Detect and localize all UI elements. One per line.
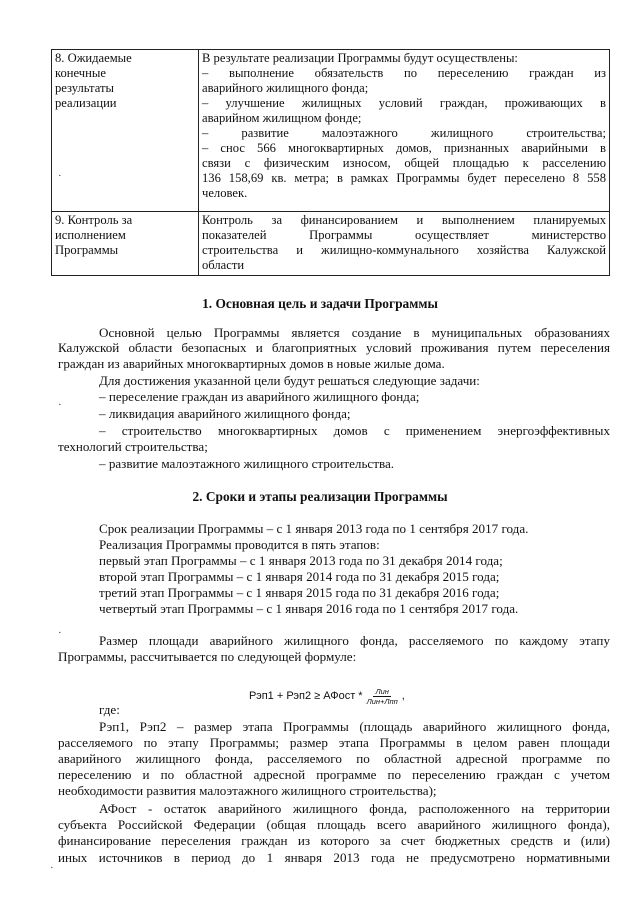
paragraph-line: расселяемого по этапу Программы; размер этапа Программы в целом равен площади (58, 735, 610, 750)
list-item: – развитие малоэтажного жилищного строительства. (99, 456, 395, 471)
where-label: где: (99, 702, 120, 717)
table-row-8 (52, 50, 610, 212)
paragraph-line: Основной целью Программы является создание в муниципальных образованиях (99, 325, 610, 340)
scan-speck: · (58, 399, 62, 411)
paragraph-line: Срок реализации Программы – с 1 января 2013 года по 1 сентября 2017 года. (99, 521, 529, 536)
list-item: – ликвидация аварийного жилищного фонда; (99, 406, 351, 421)
row-8-label-line: конечные (55, 66, 106, 80)
formula-left: Рэп1 + Рэп2 ≥ АФост * (249, 690, 363, 702)
stage-line: второй этап Программы – с 1 января 2014 года по 31 декабря 2015 года; (99, 569, 500, 584)
paragraph-line: аварийного жилищного фонда, расселяемого по областной адресной программе по (58, 751, 610, 766)
paragraph-line: финансирование переселения граждан из которого за счет бюджетных средств и (или) (58, 833, 610, 848)
row-8-line: – снос 566 многоквартирных домов, признанных аварийными в (202, 141, 606, 155)
scan-speck: · (58, 627, 62, 639)
paragraph-line: Размер площади аварийного жилищного фонда, расселяемого по каждому этапу (99, 633, 610, 648)
row-9-label-line: Программы (55, 243, 119, 257)
scan-speck: · (58, 170, 62, 182)
section-1-heading: 1. Основная цель и задачи Программы (202, 296, 438, 311)
row-9-label-line: исполнением (55, 228, 126, 242)
stage-line: третий этап Программы – с 1 января 2015 года по 31 декабря 2016 года; (99, 585, 500, 600)
row-8-line: связи с физическим износом, общей площадью к расселению (202, 156, 606, 170)
summary-table (51, 49, 610, 276)
row-8-line: – улучшение жилищных условий граждан, проживающих в (202, 96, 606, 110)
row-8-line: аварийного жилищного фонда; (202, 81, 369, 95)
formula (249, 683, 405, 709)
section-2-heading: 2. Сроки и этапы реализации Программы (192, 489, 448, 504)
formula-tail: , (401, 690, 405, 702)
paragraph-line: Калужской области безопасных и благоприятных условий проживания путем переселения (58, 340, 610, 355)
paragraph-line: Программы, рассчитывается по следующей формуле: (58, 649, 357, 664)
list-item: – переселение граждан из аварийного жилищного фонда; (99, 389, 420, 404)
table-row-9 (52, 212, 610, 276)
paragraph-line: Рэп1, Рэп2 – размер этапа Программы (площадь аварийного жилищного фонда, (99, 719, 610, 734)
row-9-line: Контроль за финансированием и выполнением планируемых (202, 213, 606, 227)
row-9-line: области (202, 258, 245, 272)
row-9-label-line: 9. Контроль за (55, 213, 133, 227)
paragraph-line: субъекта Российской Федерации (общая площадь всего аварийного жилищного фонда), (58, 817, 610, 832)
paragraph-line: иных источников в период до 1 января 2013 года не предусмотрено нормативными (58, 850, 610, 865)
stage-line: первый этап Программы – с 1 января 2013 года по 31 декабря 2014 года; (99, 553, 503, 568)
list-item: – строительство многоквартирных домов с применением энергоэффективных (99, 423, 610, 438)
paragraph-line: граждан из аварийных многоквартирных домов в новые жилые дома. (58, 356, 445, 371)
formula-denominator: Лин+Лпп (366, 696, 398, 706)
row-8-line: – развитие малоэтажного жилищного строительства; (202, 126, 606, 140)
row-8-label-line: результаты (55, 81, 114, 95)
row-8-label-line: реализации (55, 96, 117, 110)
row-9-content (199, 212, 610, 276)
row-9-line: показателей Программы осуществляет министерство (202, 228, 606, 242)
row-8-line: 136 158,69 кв. метра; в рамках Программы будет переселено 8 558 (202, 171, 606, 185)
row-8-content (199, 50, 610, 212)
paragraph-line: Для достижения указанной цели будут решаться следующие задачи: (99, 373, 480, 388)
row-8-line: аварийном жилищном фонде; (202, 111, 362, 125)
row-8-line: – выполнение обязательств по переселению граждан из (202, 66, 606, 80)
row-9-line: строительства и жилищно-коммунального хозяйства Калужской (202, 243, 606, 257)
row-8-label-line: 8. Ожидаемые (55, 51, 132, 65)
formula-fraction (365, 687, 400, 706)
formula-numerator: Лин (375, 686, 389, 696)
stage-line: четвертый этап Программы – с 1 января 2016 года по 1 сентября 2017 года. (99, 601, 519, 616)
paragraph-line: переселению и по областной адресной программе по переселению граждан с учетом (58, 767, 610, 782)
row-9-label (52, 212, 199, 276)
row-8-line: человек. (202, 186, 248, 200)
scan-speck: · (50, 862, 54, 874)
row-8-label (52, 50, 199, 212)
paragraph-line: необходимости развития малоэтажного жилищного строительства); (58, 783, 437, 798)
paragraph-line: АФост - остаток аварийного жилищного фонда, расположенного на территории (99, 801, 610, 816)
row-8-line: В результате реализации Программы будут осуществлены: (202, 51, 518, 65)
list-item-continuation: технологий строительства; (58, 439, 208, 454)
paragraph-line: Реализация Программы проводится в пять этапов: (99, 537, 380, 552)
